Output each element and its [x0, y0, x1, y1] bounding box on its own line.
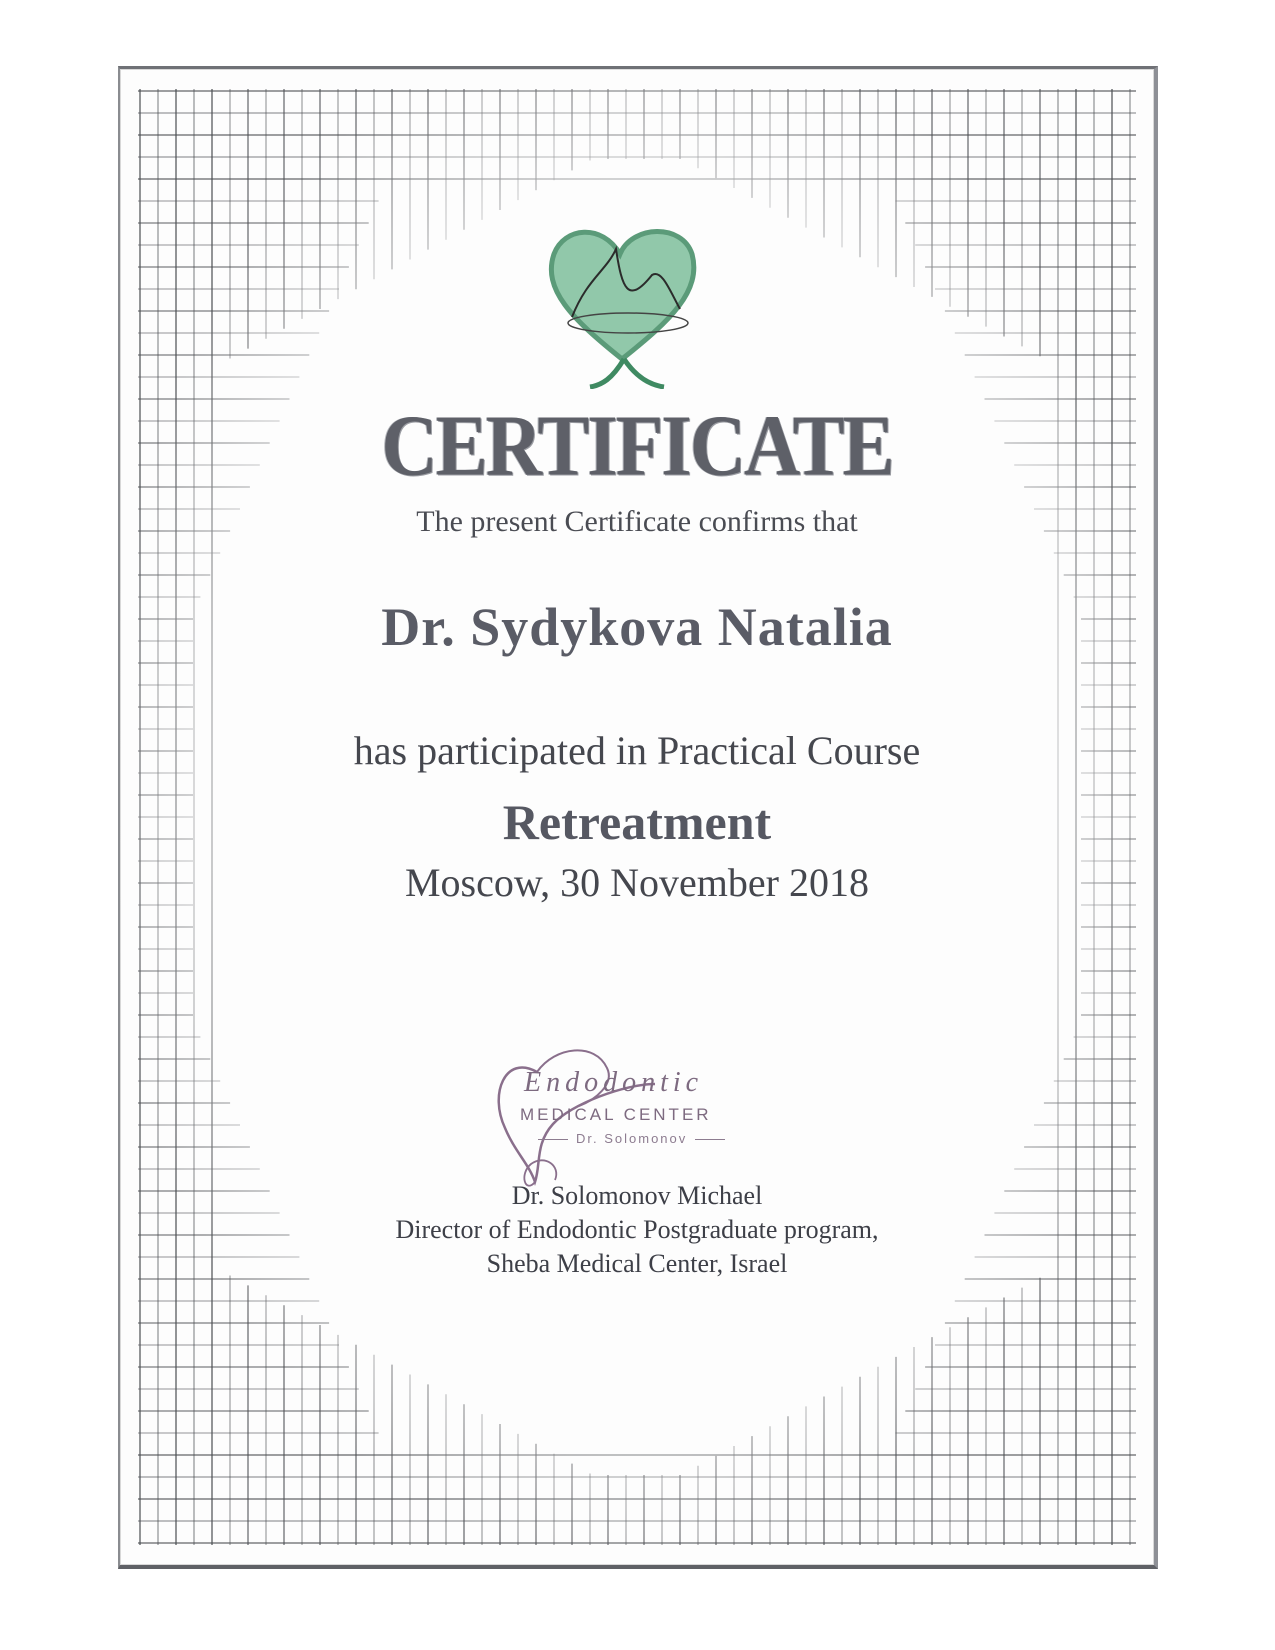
- logo-text-dr-solomonov: Dr. Solomonov: [530, 1131, 733, 1146]
- place-date: Moscow, 30 November 2018: [404, 860, 869, 905]
- logo-text-medical-center: MEDICAL CENTER: [520, 1105, 712, 1124]
- signatory-institution: Sheba Medical Center, Israel: [486, 1249, 788, 1278]
- logo-text-endodontic: Endodontic: [524, 1067, 704, 1098]
- certificate-sheet: [118, 66, 1158, 1569]
- participation-text: has participated in Practical Course: [353, 728, 921, 773]
- course-name: Retreatment: [502, 794, 772, 850]
- signatory-name: Dr. Solomonov Michael: [511, 1181, 763, 1210]
- certificate-content: [120, 69, 1154, 1565]
- signatory-position: Director of Endodontic Postgraduate program,: [395, 1215, 879, 1244]
- recipient-name: Dr. Sydykova Natalia: [381, 597, 893, 657]
- confirms-text: The present Certificate confirms that: [416, 505, 858, 538]
- certificate-title: CERTIFICATE: [381, 396, 893, 494]
- green-heart-emblem-icon: [532, 209, 712, 389]
